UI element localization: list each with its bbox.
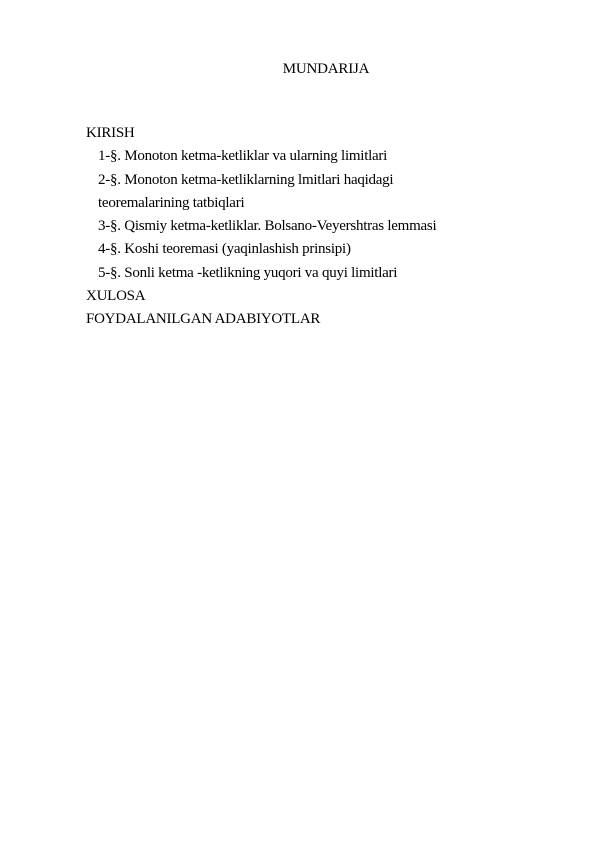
toc-item-section-1: 1-§. Monoton ketma-ketliklar va ularning limitlari — [98, 148, 388, 165]
toc-item-xulosa: XULOSA — [86, 288, 146, 305]
toc-item-section-5: 5-§. Sonli ketma -ketlikning yuqori va quyi limitlari — [98, 264, 398, 281]
table-of-contents — [86, 122, 546, 332]
toc-item-references: FOYDALANILGAN ADABIYOTLAR — [86, 311, 321, 328]
toc-item-section-4: 4-§. Koshi teoremasi (yaqinlashish prinsipi) — [98, 241, 351, 258]
toc-item-section-2: 2-§. Monoton ketma-ketliklarning lmitlari haqidagi — [98, 171, 394, 188]
toc-item-kirish: KIRISH — [86, 125, 135, 141]
toc-item-section-3: 3-§. Qismiy ketma-ketliklar. Bolsano-Veyershtras lemmasi — [98, 218, 437, 235]
toc-item-section-2-continued: teoremalarining tatbiqlari — [98, 194, 245, 211]
page-title: MUNDARIJA — [282, 61, 370, 77]
